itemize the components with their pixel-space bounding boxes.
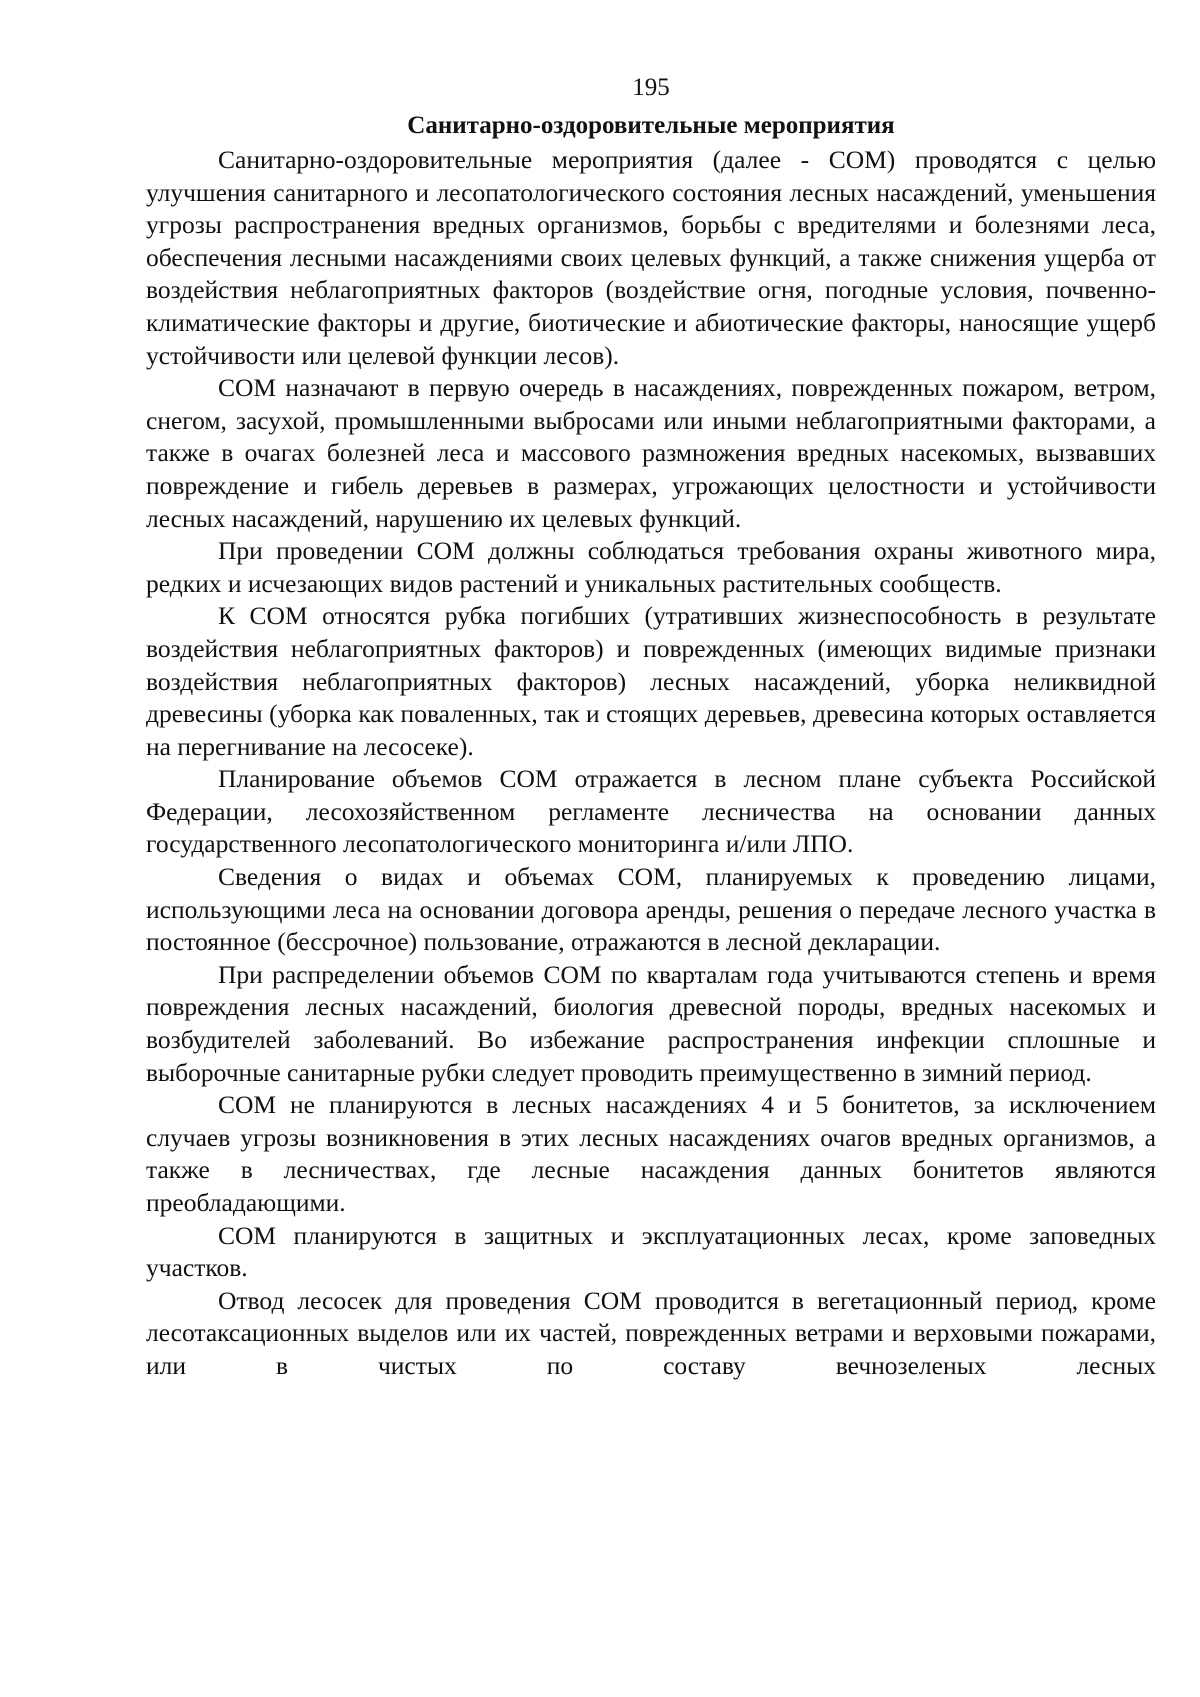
section-heading: Санитарно-оздоровительные мероприятия (407, 112, 895, 139)
paragraph-6: Сведения о видах и объемах СОМ, планируемых к проведению лицами, использующими леса на основании договора аренды, решения о передаче лесного участка в постоянное (бессрочное) пользование, отражаются в лесной декларации. (146, 862, 1156, 957)
paragraph-7: При распределении объемов СОМ по кварталам года учитываются степень и время повреждения лесных насаждений, биология древесной породы, вредных насекомых и возбудителей заболеваний. Во избежание распространения инфекции сплошные и выборочные санитарные рубки следует проводить преимущественно в зимний период. (146, 959, 1156, 1087)
document-page (146, 72, 1156, 1383)
paragraph-10: Отвод лесосек для проведения СОМ проводится в вегетационный период, кроме лесотаксационных выделов или их частей, поврежденных ветрами и верховыми пожарами, или в чистых по составу вечнозеленых лесных (146, 1285, 1156, 1380)
paragraph-9: СОМ планируются в защитных и эксплуатационных лесах, кроме заповедных участков. (146, 1220, 1156, 1283)
paragraph-8: СОМ не планируются в лесных насаждениях 4 и 5 бонитетов, за исключением случаев угрозы возникновения в этих лесных насаждениях очагов вредных организмов, а также в лесничествах, где лесные насаждения данных бонитетов являются преобладающими. (146, 1090, 1156, 1217)
paragraph-3: При проведении СОМ должны соблюдаться требования охраны животного мира, редких и исчезающих видов растений и уникальных растительных сообществ. (146, 536, 1156, 598)
paragraph-1: Санитарно-оздоровительные мероприятия (далее - СОМ) проводятся с целью улучшения санитарного и лесопатологического состояния лесных насаждений, уменьшения угрозы распространения вредных организмов, борьбы с вредителями и болезнями леса, обеспечения лесными насаждениями своих целевых функций, а также снижения ущерба от воздействия неблагоприятных факторов (воздействие огня, погодные условия, почвенно-климатические факторы и другие, биотические и абиотические факторы, наносящие ущерб устойчивости или целевой функции лесов). (146, 145, 1156, 370)
paragraph-4: К СОМ относятся рубка погибших (утративших жизнеспособность в результате воздействия неблагоприятных факторов) и поврежденных (имеющих видимые признаки воздействия неблагоприятных факторов) лесных насаждений, уборка неликвидной древесины (уборка как поваленных, так и стоящих деревьев, древесина которых оставляется на перегнивание на лесосеке). (146, 601, 1156, 761)
paragraph-2: СОМ назначают в первую очередь в насаждениях, поврежденных пожаром, ветром, снегом, засухой, промышленными выбросами или иными неблагоприятными факторами, а также в очагах болезней леса и массового размножения вредных насекомых, вызвавших повреждение и гибель деревьев в размерах, угрожающих целостности и устойчивости лесных насаждений, нарушению их целевых функций. (146, 373, 1156, 533)
paragraph-5: Планирование объемов СОМ отражается в лесном плане субъекта Российской Федерации, лесохозяйственном регламенте лесничества на основании данных государственного лесопатологического мониторинга и/или ЛПО. (146, 764, 1156, 859)
page-number: 195 (632, 74, 670, 101)
